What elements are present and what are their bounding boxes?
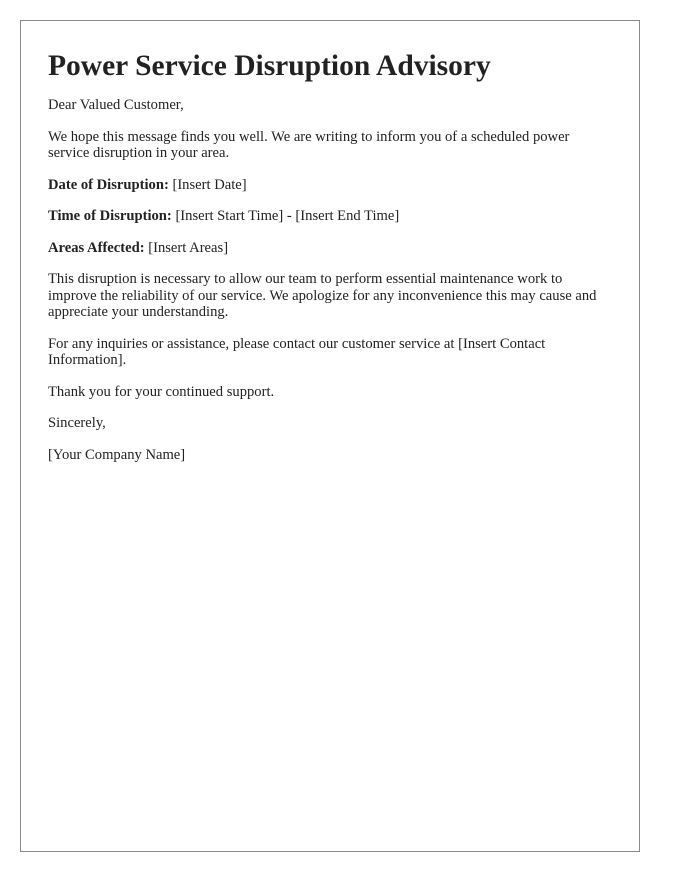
areas-value: [Insert Areas] xyxy=(144,239,229,256)
contact-paragraph: For any inquiries or assistance, please contact our customer service at [Insert Contact Information]. xyxy=(48,335,546,368)
date-label: Date of Disruption: xyxy=(48,176,169,193)
letter-page xyxy=(20,20,640,852)
date-value: [Insert Date] xyxy=(168,176,247,193)
closing: Sincerely, xyxy=(48,415,106,431)
time-label: Time of Disruption: xyxy=(48,208,172,224)
thanks-paragraph: Thank you for your continued support. xyxy=(48,383,275,400)
salutation: Dear Valued Customer, xyxy=(48,97,184,113)
areas-label: Areas Affected: xyxy=(48,239,145,256)
intro-paragraph: We hope this message finds you well. We are writing to inform you of a scheduled power service disruption in your area. xyxy=(48,128,570,161)
date-line xyxy=(48,177,611,194)
signature: [Your Company Name] xyxy=(48,446,186,463)
time-line xyxy=(48,208,611,225)
page-title: Power Service Disruption Advisory xyxy=(48,50,491,82)
time-value: [Insert Start Time] - [Insert End Time] xyxy=(171,208,400,224)
reason-paragraph: This disruption is necessary to allow our team to perform essential maintenance work to improve the reliability of our service. We apologize for any inconvenience this may cause and appreciate your understanding. xyxy=(48,271,597,320)
areas-line xyxy=(48,240,611,257)
